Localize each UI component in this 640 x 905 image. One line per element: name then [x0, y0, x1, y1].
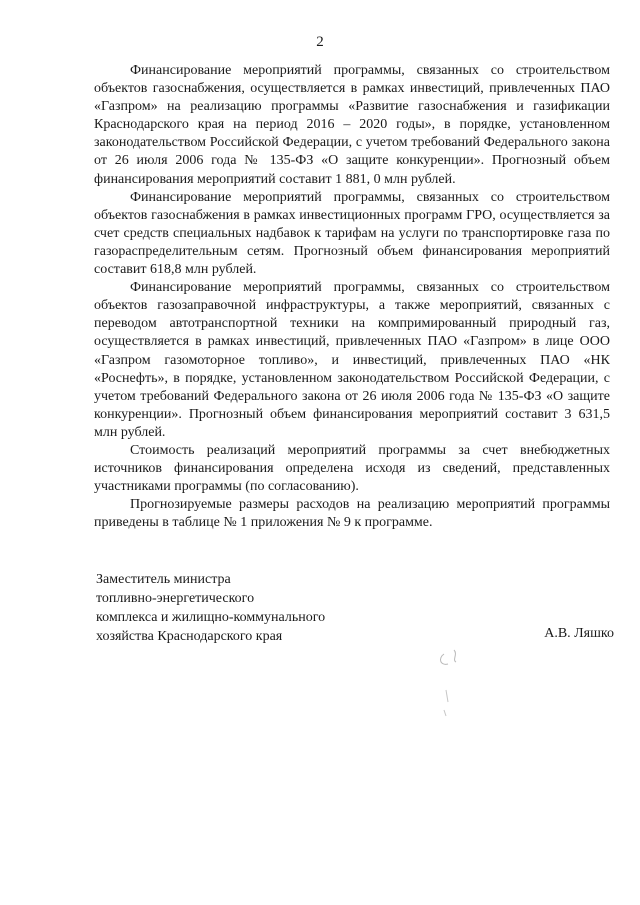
- signatory-title-line: топливно-энергетического: [96, 591, 255, 606]
- signatory-name: А.В. Ляшко: [544, 626, 614, 641]
- page-number: 2: [316, 34, 324, 50]
- signature-mark: [430, 640, 470, 720]
- paragraph-gazprom-financing: Финансирование мероприятий программы, связанных со строительством объектов газоснабжения, осуществляется в рамках инвестиций, привлеченных ПАО «Газпром» на реализацию программы «Развитие газоснабжения и газификации Краснодарского края на период 2016 – 2020 годы», в порядке, установленном законодательством Российской Федерации, с учетом требований Федерального закона от 26 июля 2006 года № 135-ФЗ «О защите конкуренции». Прогнозный объем финансирования мероприятий составит 1 881, 0 млн рублей.: [94, 63, 610, 187]
- signatory-title-line: комплекса и жилищно-коммунального: [96, 610, 326, 625]
- paragraph-extrabudgetary-cost: Стоимость реализаций мероприятий программы за счет внебюджетных источников финансирования определена исходя из сведений, представленных участниками программы (по согласованию).: [94, 442, 610, 495]
- signatory-title-line: Заместитель министра: [96, 572, 231, 587]
- signatory-title-line: хозяйства Краснодарского края: [96, 629, 283, 644]
- signature-block: [96, 570, 616, 646]
- paragraph-gas-filling-financing: Финансирование мероприятий программы, связанных со строительством объектов газозаправочной инфраструктуры, а также мероприятий, связанных с переводом автотранспортной техники на компримированный природный газ, осуществляется в рамках инвестиций, привлеченных ПАО «Газпром» в лице ООО «Газпром газомоторное топливо», и инвестиций, привлеченных ПАО «НК «Роснефть», в порядке, установленном законодательством Российской Федерации, с учетом требований Федерального закона от 26 июля 2006 года № 135-ФЗ «О защите конкуренции». Прогнозный объем финансирования мероприятий составит 3 631,5 млн рублей.: [94, 280, 610, 440]
- paragraph-forecast-expenses: Прогнозируемые размеры расходов на реализацию мероприятий программы приведены в таблице № 1 приложения № 9 к программе.: [94, 497, 610, 531]
- document-body: [94, 62, 610, 532]
- paragraph-gro-financing: Финансирование мероприятий программы, связанных со строительством объектов газоснабжения в рамках инвестиционных программ ГРО, осуществляется за счет средств специальных надбавок к тарифам на услуги по транспортировке газа по газораспределительным сетям. Прогнозный объем финансирования мероприятий составит 618,8 млн рублей.: [94, 189, 610, 278]
